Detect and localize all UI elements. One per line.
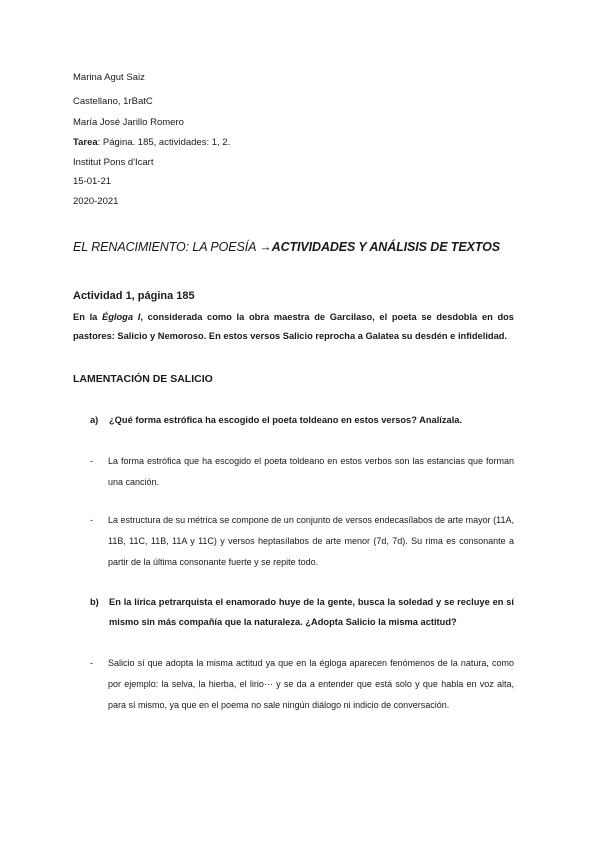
question-text: ¿Qué forma estrófica ha escogido el poeta toldeano en estos versos? Analízala. — [109, 415, 463, 425]
intro-text-a: En la — [73, 312, 103, 322]
task-line — [73, 137, 230, 149]
document-title — [73, 240, 500, 254]
question-marker: b) — [90, 597, 99, 607]
intro-text-b: , considerada como la obra maestra de Garcilaso, el poeta se desdobla en dos pastores: Salicio y Nemoroso. En estos versos Salicio reprocha a Galatea su desdén e infidelidad. — [73, 312, 514, 341]
task-value: : Página. 185, actividades: 1, 2. — [97, 137, 231, 148]
intro-work-title: Égloga I — [102, 312, 141, 322]
student-name: Marina Agut Saiz — [73, 72, 145, 83]
bullet-dash: - — [90, 515, 93, 525]
activity-intro — [73, 308, 514, 346]
year-line: 2020-2021 — [73, 196, 119, 207]
answer-item — [90, 510, 514, 573]
answer-item — [90, 451, 514, 493]
answer-text: La forma estrófica que ha escogido el poeta toldeano en estos verbos son las estancias que forman una canción. — [108, 456, 514, 487]
question-text: En la lírica petrarquista el enamorado huye de la gente, busca la soledad y se recluye en sí mismo sin más compañía que la naturaleza. ¿Adopta Salicio la misma actitud? — [109, 597, 514, 627]
answer-item — [90, 653, 514, 716]
bullet-dash: - — [90, 658, 93, 668]
question-marker: a) — [90, 415, 99, 425]
title-part2: ACTIVIDADES Y ANÁLISIS DE TEXTOS — [271, 240, 500, 254]
task-label: Tarea — [73, 137, 98, 148]
date-line: 15-01-21 — [73, 176, 112, 187]
answer-text: Salicio sí que adopta la misma actitud ya que en la égloga aparecen fenómenos de la natura, como por ejemplo: la selva, la hierba, el lirio··· y se da a entender que está solo y que habla en voz alta, para sí mismo, ya que en el poema no sale ningún diálogo ni indicio de conversación. — [108, 658, 514, 710]
section-heading: LAMENTACIÓN DE SALICIO — [73, 373, 213, 385]
teacher-line: María José Jarillo Romero — [73, 117, 184, 128]
school-line: Institut Pons d'Icart — [73, 157, 154, 168]
bullet-dash: - — [90, 456, 93, 466]
arrow-icon: → — [259, 240, 272, 254]
activity-heading: Actividad 1, página 185 — [73, 290, 195, 302]
question-b — [90, 592, 514, 632]
question-a — [90, 410, 514, 430]
course-line: Castellano, 1rBatC — [73, 96, 153, 107]
title-part1: EL RENACIMIENTO: LA POESÍA — [73, 240, 260, 254]
answer-text: La estructura de su métrica se compone de un conjunto de versos endecasílabos de arte mayor (11A, 11B, 11C, 11B, 11A y 11C) y versos heptasílabos de arte menor (7d, 7d). Su rima es consonante a partir de la última consonante fuerte y se repite todo. — [108, 515, 514, 567]
